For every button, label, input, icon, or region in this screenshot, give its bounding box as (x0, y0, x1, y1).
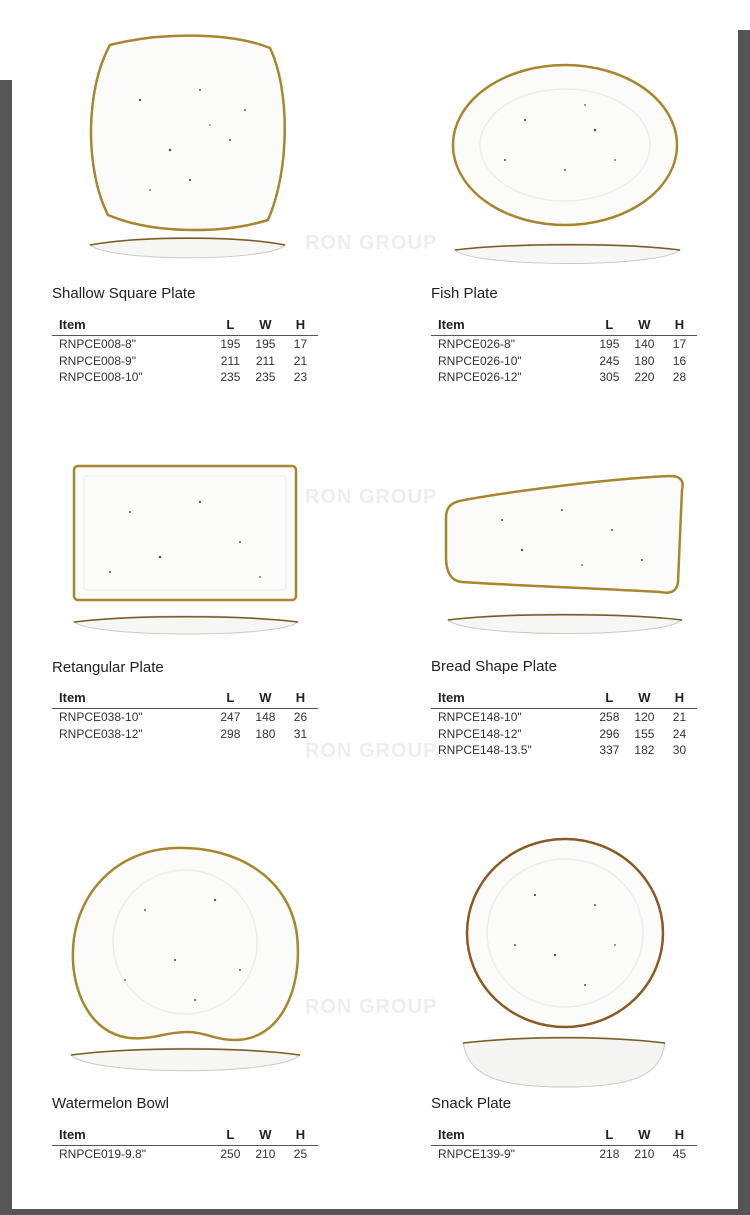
cell-item: RNPCE148-12" (438, 726, 522, 741)
table-row (52, 369, 318, 386)
cell-h: 17 (672, 337, 687, 351)
cell-l: 296 (599, 726, 620, 741)
spec-table (431, 317, 697, 386)
retangular-plate-image (70, 462, 305, 647)
bottom-border (0, 1209, 750, 1215)
cell-l: 247 (220, 710, 241, 724)
table-row (431, 369, 697, 386)
cell-h: 31 (293, 726, 308, 741)
product-title: Shallow Square Plate (52, 285, 196, 302)
col-l: L (226, 690, 235, 705)
cell-w: 220 (634, 370, 655, 384)
spec-table (431, 1127, 697, 1163)
cell-w: 210 (634, 1147, 655, 1161)
col-item: Item (59, 690, 86, 705)
spec-table (431, 690, 697, 759)
col-h: H (674, 317, 685, 332)
product-title: Fish Plate (431, 285, 498, 302)
spec-table (52, 317, 318, 386)
col-h: H (295, 317, 306, 332)
cell-w: 182 (634, 743, 655, 757)
cell-item: RNPCE026-10" (438, 353, 522, 368)
watermark: RON GROUP (305, 486, 438, 508)
cell-w: 140 (634, 337, 655, 351)
col-h: H (674, 690, 685, 705)
cell-item: RNPCE038-12" (59, 726, 143, 741)
table-row (431, 1146, 697, 1163)
col-item: Item (59, 317, 86, 332)
table-row (431, 742, 697, 759)
cell-l: 250 (220, 1147, 241, 1161)
cell-l: 305 (599, 370, 620, 384)
col-l: L (605, 1127, 614, 1142)
cell-item: RNPCE026-12" (438, 370, 522, 384)
col-item: Item (59, 1127, 86, 1142)
cell-h: 16 (672, 353, 687, 368)
col-l: L (605, 317, 614, 332)
table-row (52, 1146, 318, 1163)
cell-item: RNPCE008-10" (59, 370, 143, 384)
cell-l: 235 (220, 370, 241, 384)
table-row (431, 336, 697, 353)
cell-w: 211 (255, 353, 275, 368)
cell-w: 148 (255, 710, 276, 724)
cell-item: RNPCE148-10" (438, 710, 522, 724)
cell-w: 180 (255, 726, 276, 741)
shallow-square-plate-image (80, 30, 300, 275)
spec-header (431, 690, 697, 709)
cell-w: 235 (255, 370, 276, 384)
cell-item: RNPCE139-9" (438, 1147, 515, 1161)
cell-item: RNPCE008-9" (59, 353, 136, 368)
table-row (431, 353, 697, 370)
cell-w: 180 (634, 353, 655, 368)
table-row (52, 726, 318, 743)
cell-item: RNPCE019-9.8" (59, 1147, 146, 1161)
cell-h: 25 (293, 1147, 308, 1161)
table-row (52, 353, 318, 370)
cell-l: 195 (599, 337, 620, 351)
spec-header (431, 317, 697, 336)
product-title: Bread Shape Plate (431, 658, 557, 675)
cell-h: 45 (672, 1147, 687, 1161)
watermark: RON GROUP (305, 996, 438, 1018)
right-border-gap (738, 0, 750, 30)
col-item: Item (438, 690, 465, 705)
table-row (431, 726, 697, 743)
table-row (431, 709, 697, 726)
product-title: Watermelon Bowl (52, 1095, 169, 1112)
spec-table (52, 690, 318, 742)
left-border-gap (0, 0, 12, 80)
cell-l: 211 (220, 353, 240, 368)
cell-h: 21 (293, 353, 308, 368)
cell-h: 23 (293, 370, 308, 384)
left-border (0, 0, 12, 1215)
watermelon-bowl-image (65, 840, 310, 1085)
col-l: L (605, 690, 614, 705)
cell-item: RNPCE038-10" (59, 710, 143, 724)
col-w: W (638, 317, 651, 332)
watermark: RON GROUP (305, 740, 438, 762)
cell-h: 21 (672, 710, 687, 724)
col-l: L (226, 317, 235, 332)
cell-l: 337 (599, 743, 620, 757)
snack-plate-image (455, 835, 680, 1090)
col-w: W (638, 690, 651, 705)
cell-w: 155 (634, 726, 655, 741)
right-border (738, 0, 750, 1215)
spec-header (52, 317, 318, 336)
cell-l: 258 (599, 710, 620, 724)
cell-h: 28 (672, 370, 687, 384)
col-w: W (259, 690, 272, 705)
cell-h: 26 (293, 710, 308, 724)
cell-h: 24 (672, 726, 687, 741)
product-title: Snack Plate (431, 1095, 512, 1112)
col-h: H (674, 1127, 685, 1142)
spec-table (52, 1127, 318, 1163)
cell-w: 210 (255, 1147, 276, 1161)
bread-shape-plate-image (442, 470, 692, 650)
cell-h: 17 (293, 337, 308, 351)
col-h: H (295, 1127, 306, 1142)
watermark: RON GROUP (305, 232, 438, 254)
cell-l: 218 (599, 1147, 620, 1161)
spec-header (431, 1127, 697, 1146)
cell-item: RNPCE008-8" (59, 337, 136, 351)
col-item: Item (438, 1127, 465, 1142)
cell-l: 195 (220, 337, 241, 351)
cell-item: RNPCE148-13.5" (438, 743, 532, 757)
col-w: W (259, 317, 272, 332)
cell-l: 298 (220, 726, 241, 741)
fish-plate-image (445, 60, 695, 275)
table-row (52, 709, 318, 726)
col-l: L (226, 1127, 235, 1142)
col-w: W (638, 1127, 651, 1142)
table-row (52, 336, 318, 353)
col-w: W (259, 1127, 272, 1142)
spec-header (52, 690, 318, 709)
cell-item: RNPCE026-8" (438, 337, 515, 351)
cell-w: 120 (634, 710, 655, 724)
product-title: Retangular Plate (52, 659, 164, 676)
col-item: Item (438, 317, 465, 332)
cell-l: 245 (599, 353, 620, 368)
cell-h: 30 (672, 743, 687, 757)
spec-header (52, 1127, 318, 1146)
cell-w: 195 (255, 337, 276, 351)
col-h: H (295, 690, 306, 705)
